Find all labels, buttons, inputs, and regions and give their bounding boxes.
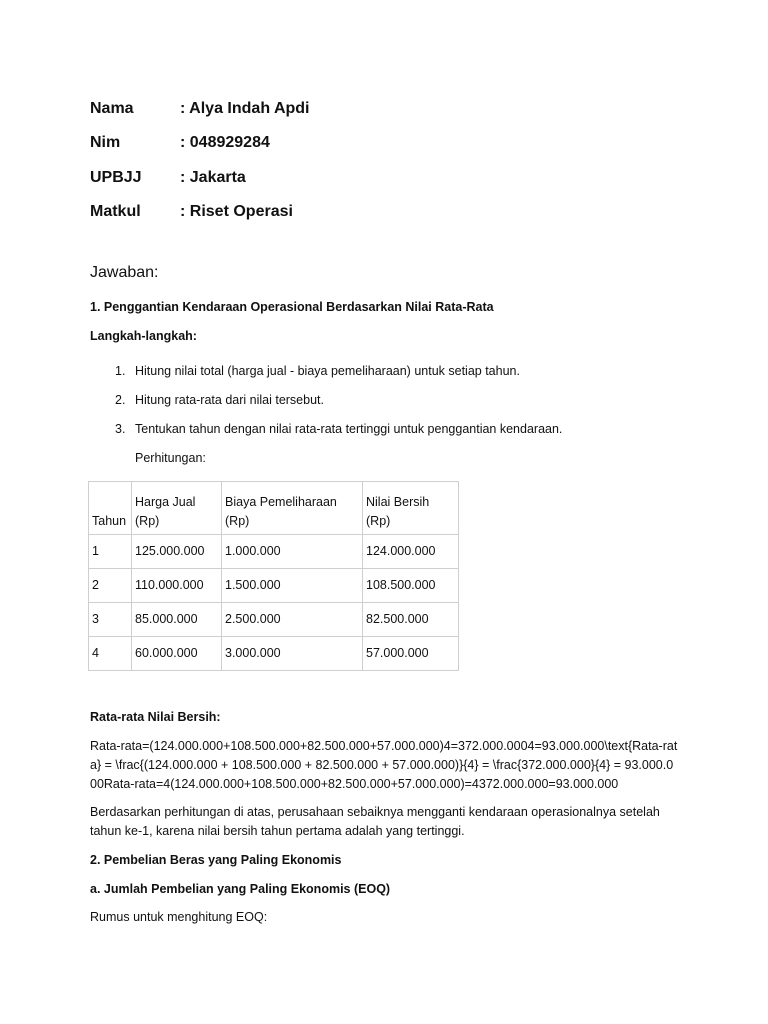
identity-row-name [90, 92, 309, 126]
table-cell: 85.000.000 [132, 603, 222, 637]
identity-value: : 048929284 [180, 134, 270, 152]
conclusion-paragraph: Berdasarkan perhitungan di atas, perusahaan sebaiknya mengganti kendaraan operasionalnya setelah tahun ke-1, karena nilai bersih tahun pertama adalah yang tertinggi. [90, 805, 660, 838]
table-cell: 1 [89, 535, 132, 569]
identity-label: Nim [90, 134, 121, 152]
steps-list [90, 356, 562, 443]
table-cell: 82.500.000 [363, 603, 459, 637]
step-text: Tentukan tahun dengan nilai rata-rata tertinggi untuk penggantian kendaraan. [135, 421, 563, 436]
section2-title: 2. Pembelian Beras yang Paling Ekonomis [90, 853, 342, 867]
perhitungan-label: Perhitungan: [135, 451, 206, 465]
steps-title: Langkah-langkah: [90, 329, 197, 343]
table-cell: 110.000.000 [132, 569, 222, 603]
step-text: Hitung rata-rata dari nilai tersebut. [135, 392, 324, 407]
step-item [90, 385, 562, 414]
step-item [90, 414, 562, 443]
identity-value: : Jakarta [180, 168, 246, 186]
table-header-cell: Tahun [89, 482, 132, 535]
identity-value: : Riset Operasi [180, 203, 293, 221]
table-row [89, 569, 459, 603]
average-formula: Rata-rata=(124.000.000+108.500.000+82.500.000+57.000.000)4=372.000.0004=93.000.000\text{Rata-rata} = \frac{(124.000.000 + 108.500.000 + 82.500.000 + 57.000.000)}{4} = \frac{372.000.000}{4} = 93.000.000Rata-rata=4(124.000.000+108.500.000+82.500.000+57.000.000)=4372.000.000=93.000.000 [90, 739, 678, 791]
table-header-cell: Harga Jual (Rp) [132, 482, 222, 535]
step-number: 1. [115, 363, 126, 378]
identity-label: Nama [90, 100, 134, 118]
identity-label: Matkul [90, 203, 141, 221]
table-cell: 3.000.000 [222, 637, 363, 671]
identity-row-matkul [90, 195, 309, 229]
table-cell: 2 [89, 569, 132, 603]
table-cell: 57.000.000 [363, 637, 459, 671]
step-number: 2. [115, 392, 126, 407]
table-cell: 4 [89, 637, 132, 671]
section2a-title: a. Jumlah Pembelian yang Paling Ekonomis (EOQ) [90, 882, 391, 896]
identity-row-nim [90, 126, 309, 160]
eoq-intro: Rumus untuk menghitung EOQ: [90, 910, 268, 924]
step-item [90, 356, 562, 385]
table-cell: 2.500.000 [222, 603, 363, 637]
table-row [89, 603, 459, 637]
table-header-cell: Nilai Bersih (Rp) [363, 482, 459, 535]
table-cell: 1.500.000 [222, 569, 363, 603]
vehicle-value-table [88, 481, 459, 671]
table-header-row [89, 482, 459, 535]
table-row [89, 637, 459, 671]
identity-row-upbjj [90, 161, 309, 195]
table-cell: 60.000.000 [132, 637, 222, 671]
table-cell: 108.500.000 [363, 569, 459, 603]
step-text: Hitung nilai total (harga jual - biaya pemeliharaan) untuk setiap tahun. [135, 363, 520, 378]
step-number: 3. [115, 421, 126, 436]
table-header-cell: Biaya Pemeliharaan (Rp) [222, 482, 363, 535]
section1-title: 1. Penggantian Kendaraan Operasional Berdasarkan Nilai Rata-Rata [90, 300, 494, 314]
identity-value: : Alya Indah Apdi [180, 100, 310, 118]
average-title: Rata-rata Nilai Bersih: [90, 710, 221, 724]
table-cell: 124.000.000 [363, 535, 459, 569]
table-cell: 125.000.000 [132, 535, 222, 569]
identity-block [90, 92, 309, 229]
table-cell: 1.000.000 [222, 535, 363, 569]
identity-label: UPBJJ [90, 168, 142, 186]
table-row [89, 535, 459, 569]
table-cell: 3 [89, 603, 132, 637]
answer-heading: Jawaban: [90, 264, 159, 281]
